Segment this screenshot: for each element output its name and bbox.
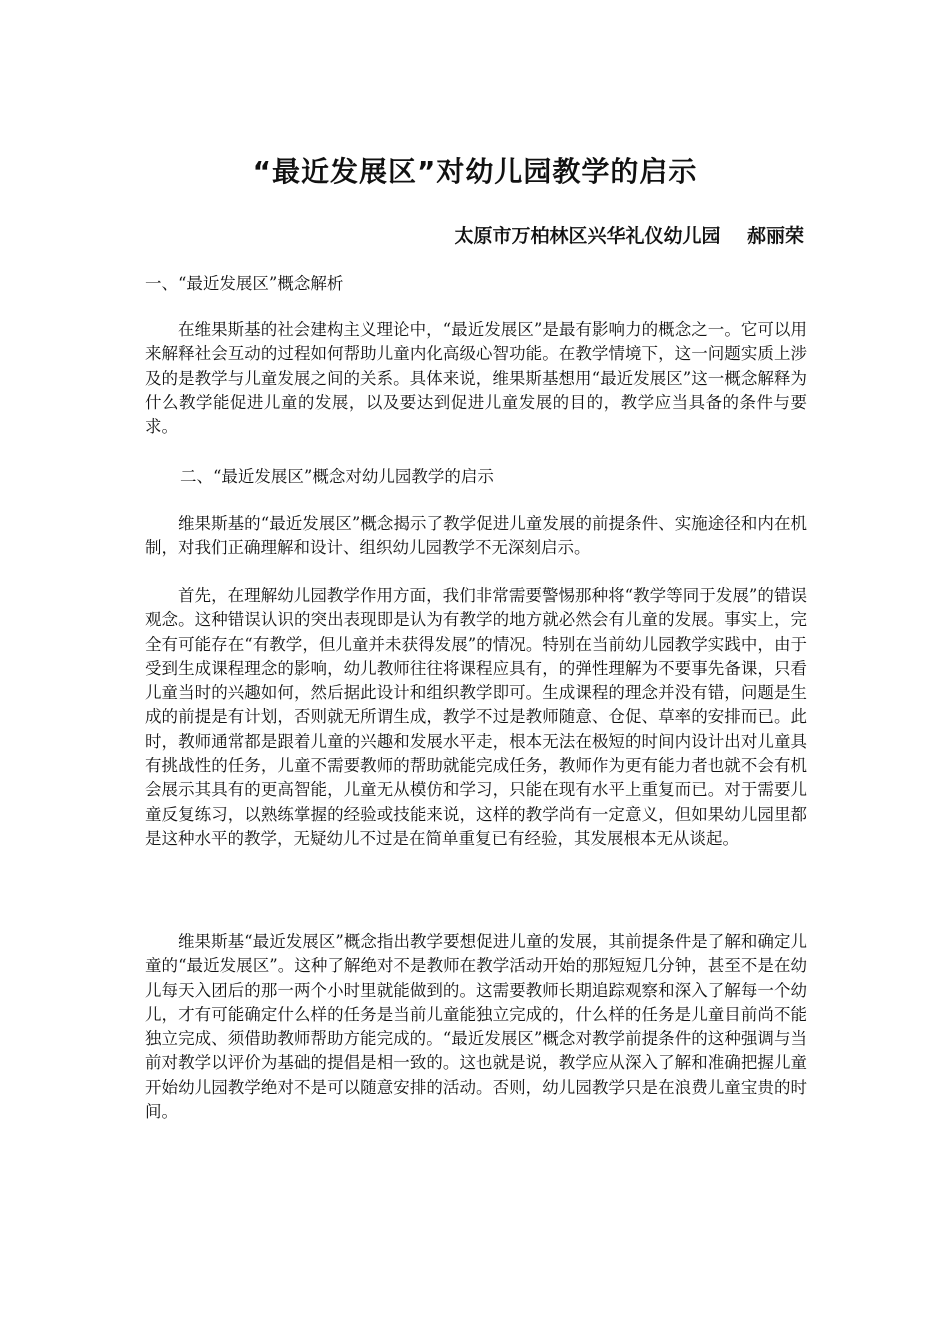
paragraph-1: 在维果斯基的社会建构主义理论中，“最近发展区”是最有影响力的概念之一。它可以用来解释社会互动的过程如何帮助儿童内化高级心智功能。在教学情境下，这一问题实质上涉及的是教学与儿童发展之间的关系。具体来说，维果斯基想用“最近发展区”这一概念解释为什么教学能促进儿童的发展，以及要达到促进儿童发展的目的，教学应当具备的条件与要求。 [145,320,807,437]
author-line: 太原市万柏林区兴华礼仪幼儿园 郝丽荣 [454,225,804,247]
document-title: “最近发展区”对幼儿园教学的启示 [252,155,698,188]
paragraph-4: 维果斯基“最近发展区”概念指出教学要想促进儿童的发展，其前提条件是了解和确定儿童的“最近发展区”。这种了解绝对不是教师在教学活动开始的那短短几分钟，甚至不是在幼儿每天入团后的那一两个小时里就能做到的。这需要教师长期追踪观察和深入了解每一个幼儿，才有可能确定什么样的任务是当前儿童能独立完成的，什么样的任务是儿童目前尚不能独立完成、须借助教师帮助方能完成的。“最近发展区”概念对教学前提条件的这种强调与当前对教学以评价为基础的提倡是相一致的。这也就是说，教学应从深入了解和准确把握儿童开始幼儿园教学绝对不是可以随意安排的活动。否则，幼儿园教学只是在浪费儿童宝贵的时间。 [145,932,807,1122]
section-heading-2: 二、“最近发展区”概念对幼儿园教学的启示 [180,467,494,486]
section-heading-1: 一、“最近发展区”概念解析 [145,274,344,293]
paragraph-2: 维果斯基的“最近发展区”概念揭示了教学促进儿童发展的前提条件、实施途径和内在机制，对我们正确理解和设计、组织幼儿园教学不无深刻启示。 [145,514,807,558]
paragraph-3: 首先，在理解幼儿园教学作用方面，我们非常需要警惕那种将“教学等同于发展”的错误观念。这种错误认识的突出表现即是认为有教学的地方就必然会有儿童的发展。事实上，完全有可能存在“有教学，但儿童并未获得发展”的情况。特别在当前幼儿园教学实践中，由于受到生成课程理念的影响，幼儿教师往往将课程应具有，的弹性理解为不要事先备课，只看儿童当时的兴趣如何，然后据此设计和组织教学即可。生成课程的理念并没有错，问题是生成的前提是有计划，否则就无所谓生成，教学不过是教师随意、仓促、草率的安排而已。此时，教师通常都是跟着儿童的兴趣和发展水平走，根本无法在极短的时间内设计出对儿童具有挑战性的任务，儿童不需要教师的帮助就能完成任务，教师作为更有能力者也就不会有机会展示其具有的更高智能，儿童无从模仿和学习，只能在现有水平上重复而已。对于需要儿童反复练习，以熟练掌握的经验或技能来说，这样的教学尚有一定意义，但如果幼儿园里都是这种水平的教学，无疑幼儿不过是在简单重复已有经验，其发展根本无从谈起。 [145,586,807,848]
